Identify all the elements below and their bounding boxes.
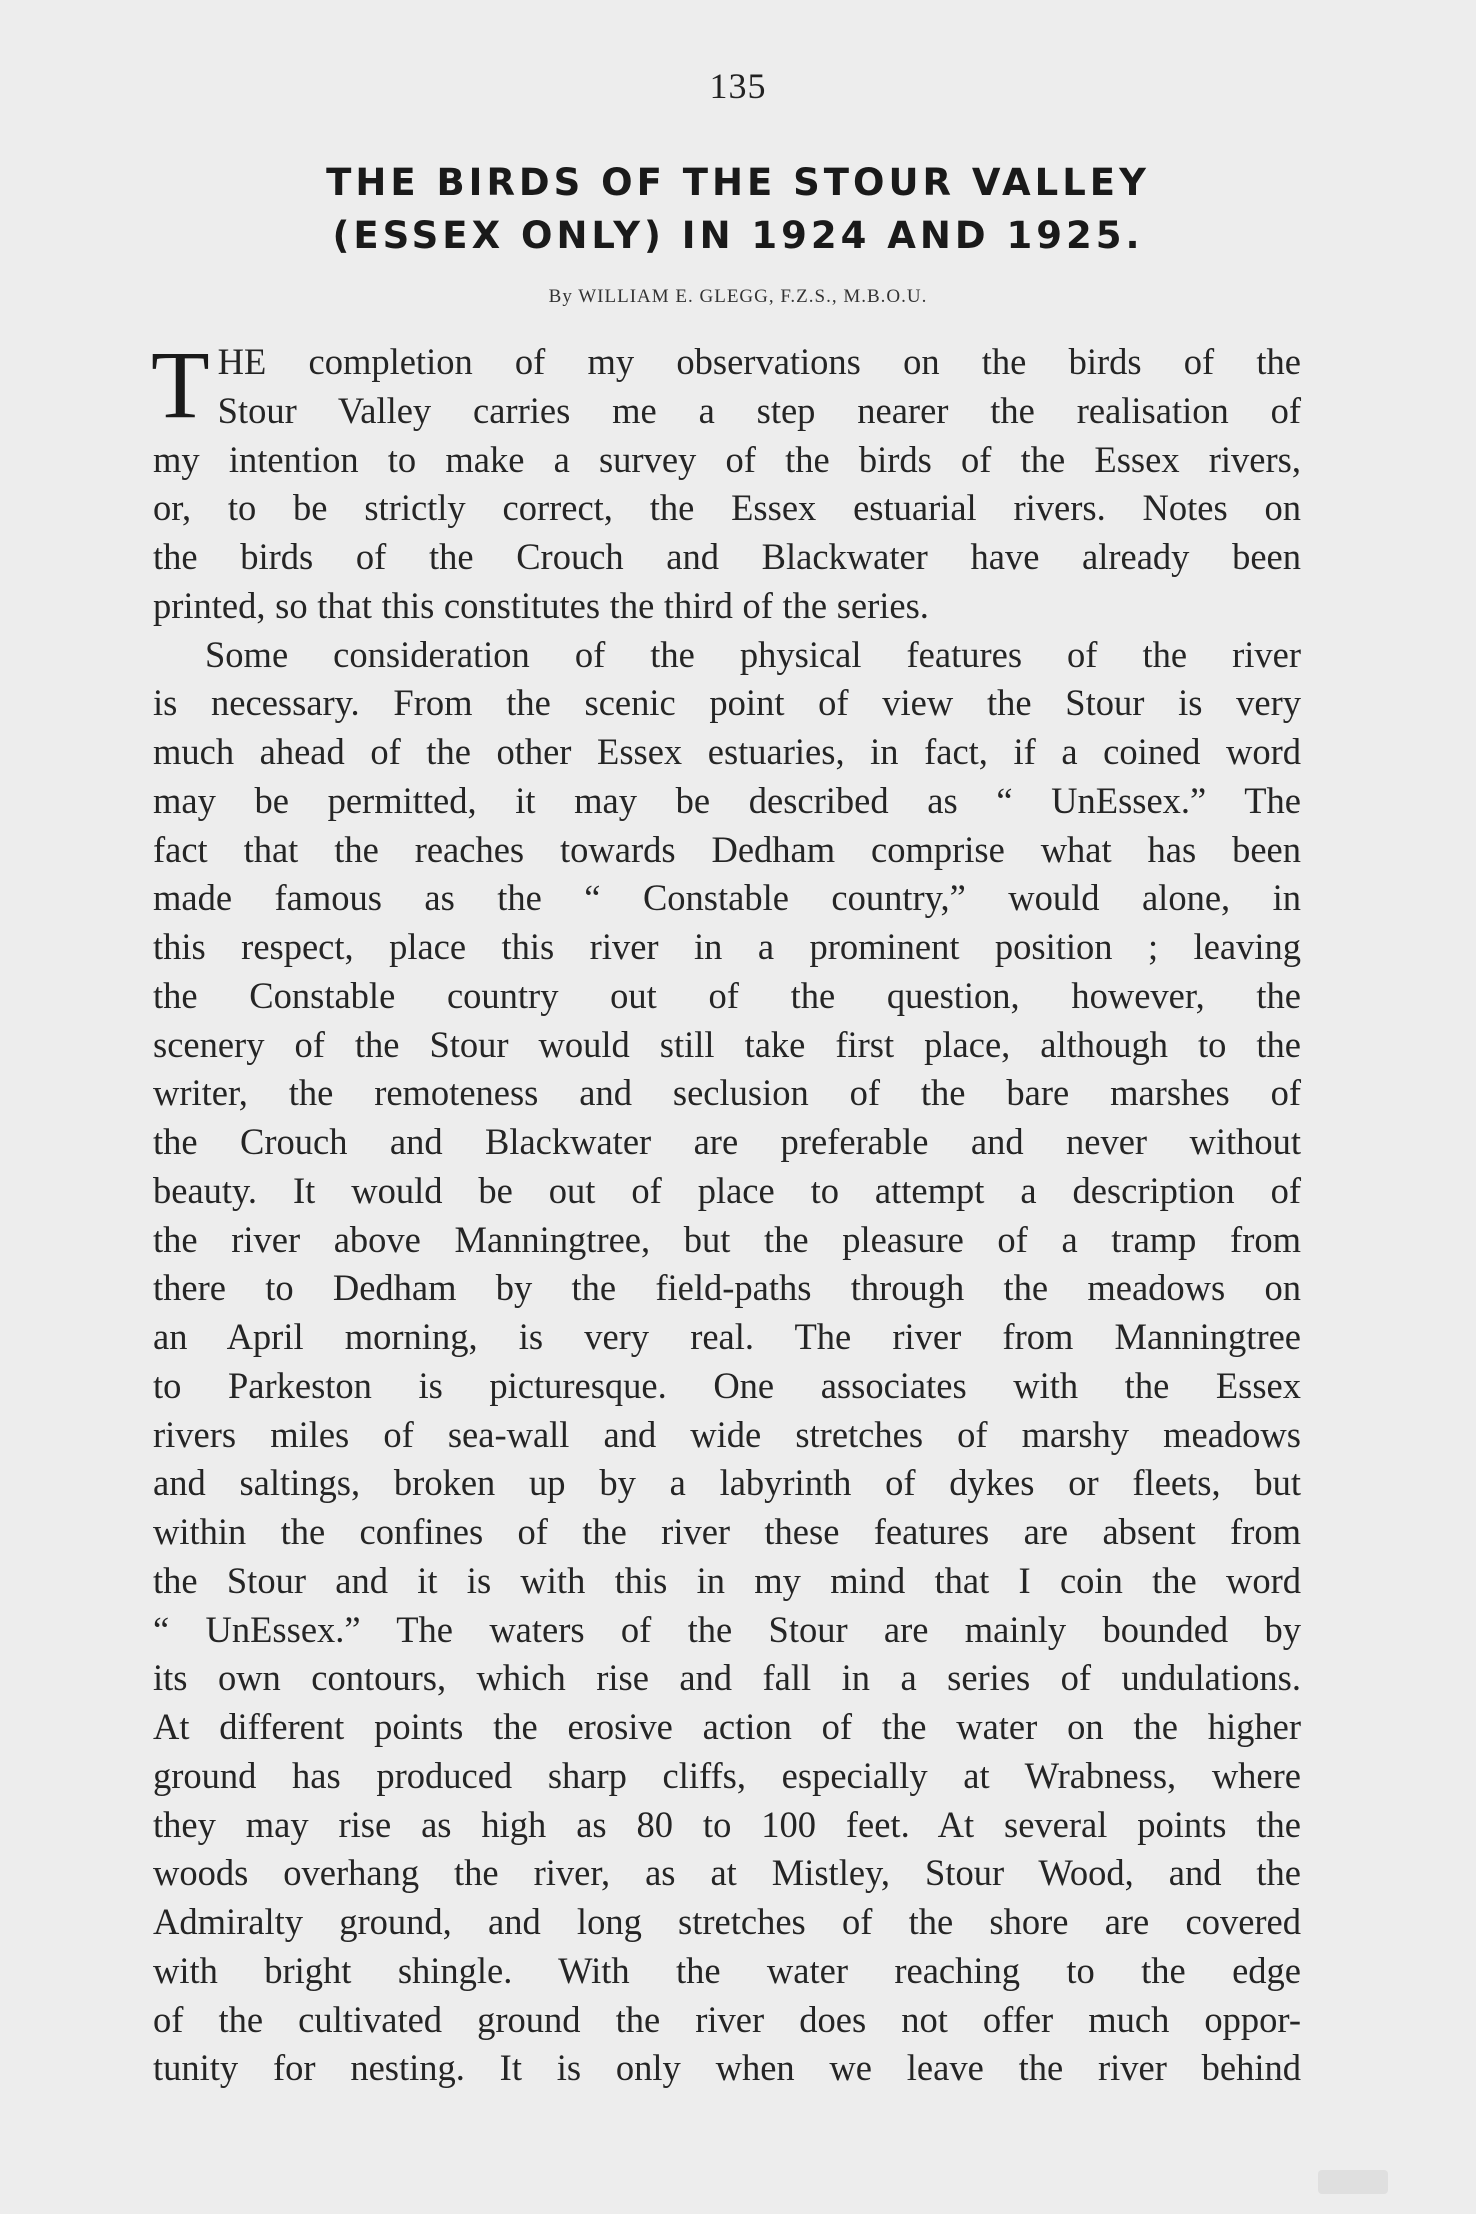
text-line: the Crouch and Blackwater are preferable and never without bbox=[153, 1121, 1301, 1162]
article-title bbox=[150, 156, 1326, 262]
text-line: within the confines of the river these features are absent from bbox=[153, 1511, 1301, 1552]
text-line: may be permitted, it may be described as “ UnEssex.” The bbox=[153, 779, 1301, 821]
text-line: fact that the reaches towards Dedham comprise what has been bbox=[153, 828, 1301, 870]
text-line: the birds of the Crouch and Blackwater have already been bbox=[153, 536, 1301, 577]
text-line: there to Dedham by the field-paths through the meadows on bbox=[153, 1267, 1301, 1309]
text-line: beauty. It would be out of place to attempt a description of bbox=[153, 1169, 1301, 1211]
text-line: ground has produced sharp cliffs, especially at Wrabness, where bbox=[153, 1754, 1301, 1796]
scan-smudge bbox=[1318, 2170, 1388, 2194]
text-line: scenery of the Stour would still take first place, although to the bbox=[153, 1023, 1301, 1065]
article-body bbox=[151, 331, 1301, 2093]
text-line: Admiralty ground, and long stretches of the shore are covered bbox=[153, 1901, 1301, 1942]
text-line: is necessary. From the scenic point of view the Stour is very bbox=[153, 682, 1301, 724]
text-line: and saltings, broken up by a labyrinth of dykes or fleets, but bbox=[153, 1462, 1301, 1504]
text-line: much ahead of the other Essex estuaries, in fact, if a coined word bbox=[153, 731, 1301, 772]
text-line: my intention to make a survey of the birds of the Essex rivers, bbox=[153, 438, 1301, 480]
text-line: HE completion of my observations on the birds of the bbox=[217, 341, 1301, 382]
text-line: tunity for nesting. It is only when we leave the river behind bbox=[153, 2047, 1301, 2089]
text-line: rivers miles of sea-wall and wide stretches of marshy meadows bbox=[153, 1413, 1301, 1455]
paragraph-1 bbox=[151, 331, 1301, 631]
drop-cap: T bbox=[151, 331, 210, 438]
page-number: 135 bbox=[709, 66, 767, 106]
text-line: the Stour and it is with this in my mind that I coin the word bbox=[153, 1559, 1301, 1601]
text-line: made famous as the “ Constable country,” would alone, in bbox=[153, 877, 1301, 919]
text-line: or, to be strictly correct, the Essex estuarial rivers. Notes on bbox=[153, 487, 1301, 529]
text-line: they may rise as high as 80 to 100 feet. At several points the bbox=[153, 1803, 1301, 1845]
text-line: printed, so that this constitutes the third of the series. bbox=[153, 584, 929, 626]
text-line: Stour Valley carries me a step nearer the realisation of bbox=[217, 389, 1301, 431]
text-line: Some consideration of the physical features of the river bbox=[205, 633, 1301, 675]
text-line: its own contours, which rise and fall in a series of undulations. bbox=[153, 1657, 1301, 1699]
text-line: writer, the remoteness and seclusion of the bare marshes of bbox=[153, 1072, 1301, 1114]
text-line: with bright shingle. With the water reaching to the edge bbox=[153, 1949, 1301, 1991]
text-line: “ UnEssex.” The waters of the Stour are mainly bounded by bbox=[153, 1608, 1301, 1650]
text-line: to Parkeston is picturesque. One associates with the Essex bbox=[153, 1364, 1301, 1406]
title-line-2: (ESSEX ONLY) IN 1924 AND 1925. bbox=[332, 214, 1144, 257]
paragraph-2 bbox=[153, 631, 1301, 2094]
text-line: this respect, place this river in a prominent position ; leaving bbox=[153, 926, 1301, 967]
text-line: the river above Manningtree, but the pleasure of a tramp from bbox=[153, 1218, 1301, 1260]
title-line-1: THE BIRDS OF THE STOUR VALLEY bbox=[326, 161, 1150, 204]
text-line: woods overhang the river, as at Mistley, Stour Wood, and the bbox=[153, 1852, 1301, 1894]
text-line: of the cultivated ground the river does not offer much oppor- bbox=[153, 1998, 1301, 2040]
text-line: an April morning, is very real. The river from Manningtree bbox=[153, 1316, 1301, 1357]
author-byline: By WILLIAM E. GLEGG, F.Z.S., M.B.O.U. bbox=[548, 286, 928, 307]
text-line: the Constable country out of the question, however, the bbox=[153, 974, 1301, 1016]
text-line: At different points the erosive action of the water on the higher bbox=[153, 1706, 1301, 1747]
